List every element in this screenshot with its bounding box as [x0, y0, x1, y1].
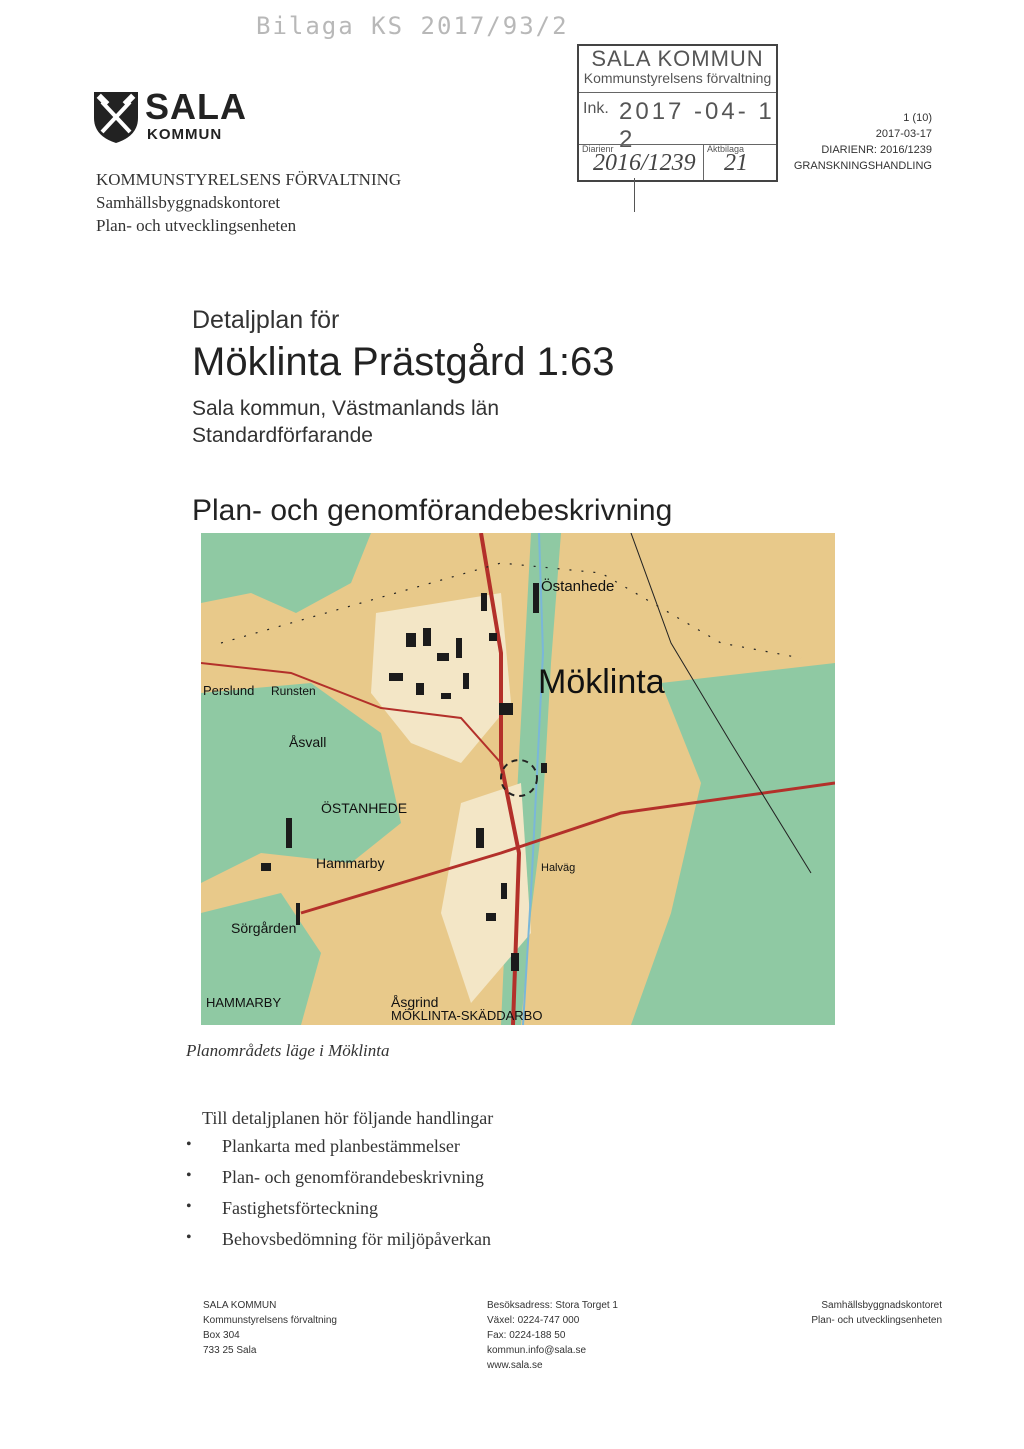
- footer-mid-line: Besöksadress: Stora Torget 1: [487, 1300, 618, 1311]
- map-label-moklinta: Möklinta: [538, 663, 665, 701]
- subtitle: [192, 395, 499, 449]
- map-label-hammarby-caps: HAMMARBY: [206, 995, 282, 1010]
- stamp-stem: [634, 178, 635, 212]
- office-line-3: Plan- och utvecklingsenheten: [96, 216, 297, 235]
- list-item: • Behovsbedömning för miljöpåverkan: [186, 1229, 491, 1260]
- logo-name: SALA: [145, 86, 247, 127]
- map-label-asvall: Åsvall: [289, 734, 327, 750]
- footer-department: [811, 1298, 942, 1328]
- page-number: 1 (10): [903, 112, 932, 124]
- map-label-runsten: Runsten: [271, 684, 316, 698]
- list-item: • Fastighetsförteckning: [186, 1198, 491, 1229]
- document-type: Plan- och genomförandebeskrivning: [192, 494, 673, 527]
- office-line-1: KOMMUNSTYRELSENS FÖRVALTNING: [96, 170, 402, 189]
- map-label-hammarby: Hammarby: [316, 855, 385, 871]
- document-date: 2017-03-17: [875, 128, 932, 140]
- map-canvas: [201, 533, 835, 1025]
- footer-right-line: Plan- och utvecklingsenheten: [811, 1315, 942, 1326]
- footer-address: [203, 1298, 337, 1358]
- stamp-aktbilaga-handwritten: 21: [724, 150, 748, 176]
- archive-stamp: Bilaga KS 2017/93/2: [256, 12, 569, 40]
- footer-contact: [487, 1298, 618, 1373]
- map-label-ostanhede: Östanhede: [541, 578, 615, 595]
- logo-subname: KOMMUN: [147, 126, 223, 143]
- stamp-subtitle: Kommunstyrelsens förvaltning: [583, 70, 772, 86]
- municipality-logo: [92, 86, 262, 146]
- footer-right-line: Samhällsbyggnadskontoret: [821, 1300, 942, 1311]
- office-block: [96, 168, 401, 237]
- footer-mid-line: Fax: 0224-188 50: [487, 1330, 566, 1341]
- received-stamp: [577, 44, 778, 182]
- map-label-sorgarden: Sörgården: [231, 920, 297, 936]
- map-label-ostanhede-caps: ÖSTANHEDE: [321, 800, 408, 816]
- stamp-diarienr-label: Diarienr: [582, 144, 614, 154]
- list-item: • Plankarta med planbestämmelser: [186, 1136, 491, 1167]
- map-caption: Planområdets läge i Möklinta: [186, 1041, 390, 1060]
- stamp-aktbilaga-label: Aktbilaga: [707, 144, 745, 154]
- subtitle-line-1: Sala kommun, Västmanlands län: [192, 397, 499, 420]
- footer-mid-line: www.sala.se: [487, 1360, 543, 1371]
- list-item: • Plan- och genomförandebeskrivning: [186, 1167, 491, 1198]
- map-label-moklinta-skaddarbo: MÖKLINTA-SKÄDDARBO: [391, 1008, 543, 1023]
- location-map: [201, 533, 835, 1025]
- stamp-title: SALA KOMMUN: [591, 46, 764, 71]
- footer-left-line: 733 25 Sala: [203, 1345, 257, 1356]
- footer-left-line: SALA KOMMUN: [203, 1300, 277, 1311]
- footer-left-line: Box 304: [203, 1330, 240, 1341]
- stamp-diarienr-handwritten: 2016/1239: [593, 150, 696, 176]
- stamp-ink-date: 2017 -04- 1 2: [619, 98, 775, 153]
- map-label-perslund: Perslund: [203, 683, 255, 698]
- subtitle-line-2: Standardförfarande: [192, 424, 373, 447]
- page-title: Möklinta Prästgård 1:63: [192, 340, 615, 384]
- documents-list: [186, 1136, 491, 1260]
- office-line-2: Samhällsbyggnadskontoret: [96, 193, 281, 212]
- map-label-halvag: Halväg: [541, 862, 576, 874]
- document-status: GRANSKNINGSHANDLING: [793, 160, 932, 172]
- stamp-divider: [703, 144, 704, 180]
- crossed-hammers-shield-icon: [92, 88, 140, 144]
- diary-number: DIARIENR: 2016/1239: [821, 144, 932, 156]
- footer-mid-line: Växel: 0224-747 000: [487, 1315, 580, 1326]
- stamp-ink-label: Ink.: [583, 100, 609, 117]
- footer-left-line: Kommunstyrelsens förvaltning: [203, 1315, 337, 1326]
- map-label-asgrind: Åsgrind: [391, 994, 439, 1010]
- documents-intro: Till detaljplanen hör följande handlingar: [202, 1108, 494, 1128]
- document-info: [794, 110, 932, 174]
- footer-mid-line: kommun.info@sala.se: [487, 1345, 587, 1356]
- pre-title: Detaljplan för: [192, 306, 340, 334]
